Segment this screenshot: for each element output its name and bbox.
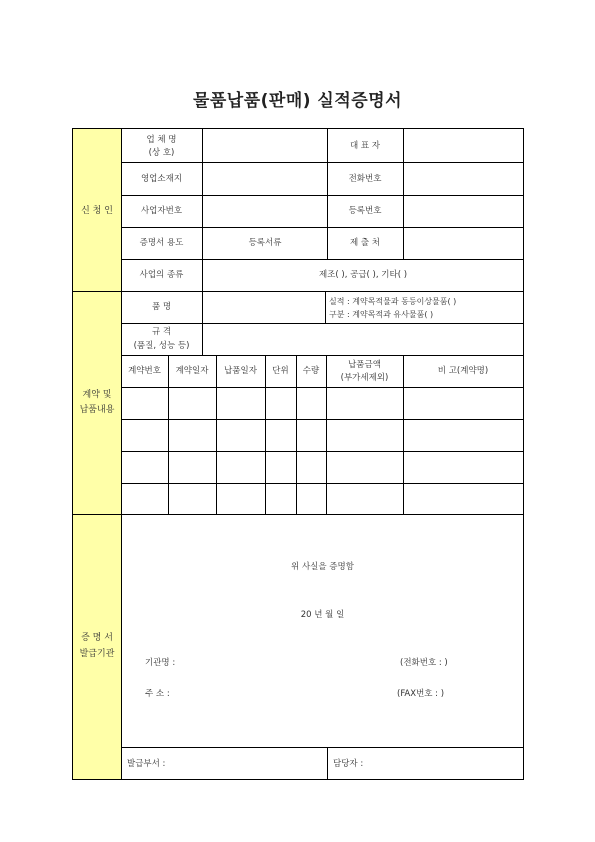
column-header-amount: 납품금액: [348, 360, 381, 370]
table-row[interactable]: [122, 388, 523, 419]
phone-field[interactable]: [404, 163, 523, 195]
issuer-address-label: 주 소 :: [145, 689, 170, 699]
spec-label: (품질, 성능 등): [133, 341, 190, 351]
table-row[interactable]: [122, 420, 523, 451]
document-title: 물품납품(판매) 실적증명서: [192, 91, 403, 111]
table-row[interactable]: [122, 452, 523, 483]
section-label-contract: 계약 및: [82, 390, 112, 400]
phone-label: 전화번호: [348, 174, 382, 184]
company-name-label: 업 체 명: [146, 135, 177, 145]
company-name-field[interactable]: [203, 130, 327, 162]
column-header-contract-no: 계약번호: [128, 366, 161, 376]
column-header-quantity: 수량: [302, 366, 320, 376]
item-name-field[interactable]: [203, 292, 325, 323]
bizno-field[interactable]: [203, 196, 327, 227]
col-divider: [327, 747, 328, 779]
section-label-issuer: 발급기관: [79, 649, 115, 659]
col-divider: [325, 291, 326, 323]
spec-label: 규 격: [151, 327, 172, 337]
issuer-phone: (전화번호 : ): [400, 658, 448, 668]
performance-type-line: 구분 : 계약목적과 유사물품( ): [329, 310, 434, 319]
submit-to-field[interactable]: [404, 228, 523, 259]
column-header-delivery-date: 납품일자: [224, 366, 257, 376]
item-name-label: 품 명: [151, 302, 172, 312]
regno-field[interactable]: [404, 196, 523, 227]
issuer-fax: (FAX번호 : ): [397, 689, 445, 699]
submit-to-label: 제 출 처: [349, 238, 381, 248]
agency-label: 기관명 :: [145, 658, 176, 668]
table-row[interactable]: [122, 484, 523, 514]
column-header-amount-sub: (부가세제외): [340, 373, 389, 383]
column-header-remarks: 비 고(계약명): [437, 366, 489, 376]
issue-date: 20 년 월 일: [300, 610, 345, 620]
column-header-contract-date: 계약일자: [175, 366, 209, 376]
representative-label: 대 표 자: [349, 141, 381, 151]
purpose-value: 등록서류: [248, 238, 282, 248]
representative-field[interactable]: [404, 130, 523, 162]
row-divider: [121, 747, 523, 748]
performance-type-line: 실적 : 계약목적물과 동등이상물품( ): [329, 297, 457, 306]
company-name-label: (상 호): [148, 148, 175, 158]
manager-label: 담당자 :: [333, 759, 364, 769]
biz-type-options: 제조( ), 공급( ), 기타( ): [318, 270, 408, 280]
section-label-issuer: 증 명 서: [81, 633, 113, 643]
row-divider: [121, 259, 523, 260]
section-divider: [73, 514, 523, 515]
purpose-label: 증명서 용도: [139, 238, 184, 248]
biz-type-label: 사업의 종류: [139, 270, 184, 280]
spec-field[interactable]: [203, 324, 523, 355]
address-field[interactable]: [203, 163, 327, 195]
section-label-contract: 납품내용: [79, 405, 115, 415]
bizno-label: 사업자번호: [140, 206, 183, 216]
certify-statement: 위 사실을 증명함: [291, 562, 354, 572]
address-label: 영업소재지: [140, 174, 183, 184]
section-label-applicant: 신 청 인: [81, 206, 113, 216]
issuing-dept-label: 발급부서 :: [127, 759, 166, 769]
column-header-unit: 단위: [272, 366, 289, 376]
regno-label: 등록번호: [348, 206, 382, 216]
row-divider: [121, 355, 523, 356]
